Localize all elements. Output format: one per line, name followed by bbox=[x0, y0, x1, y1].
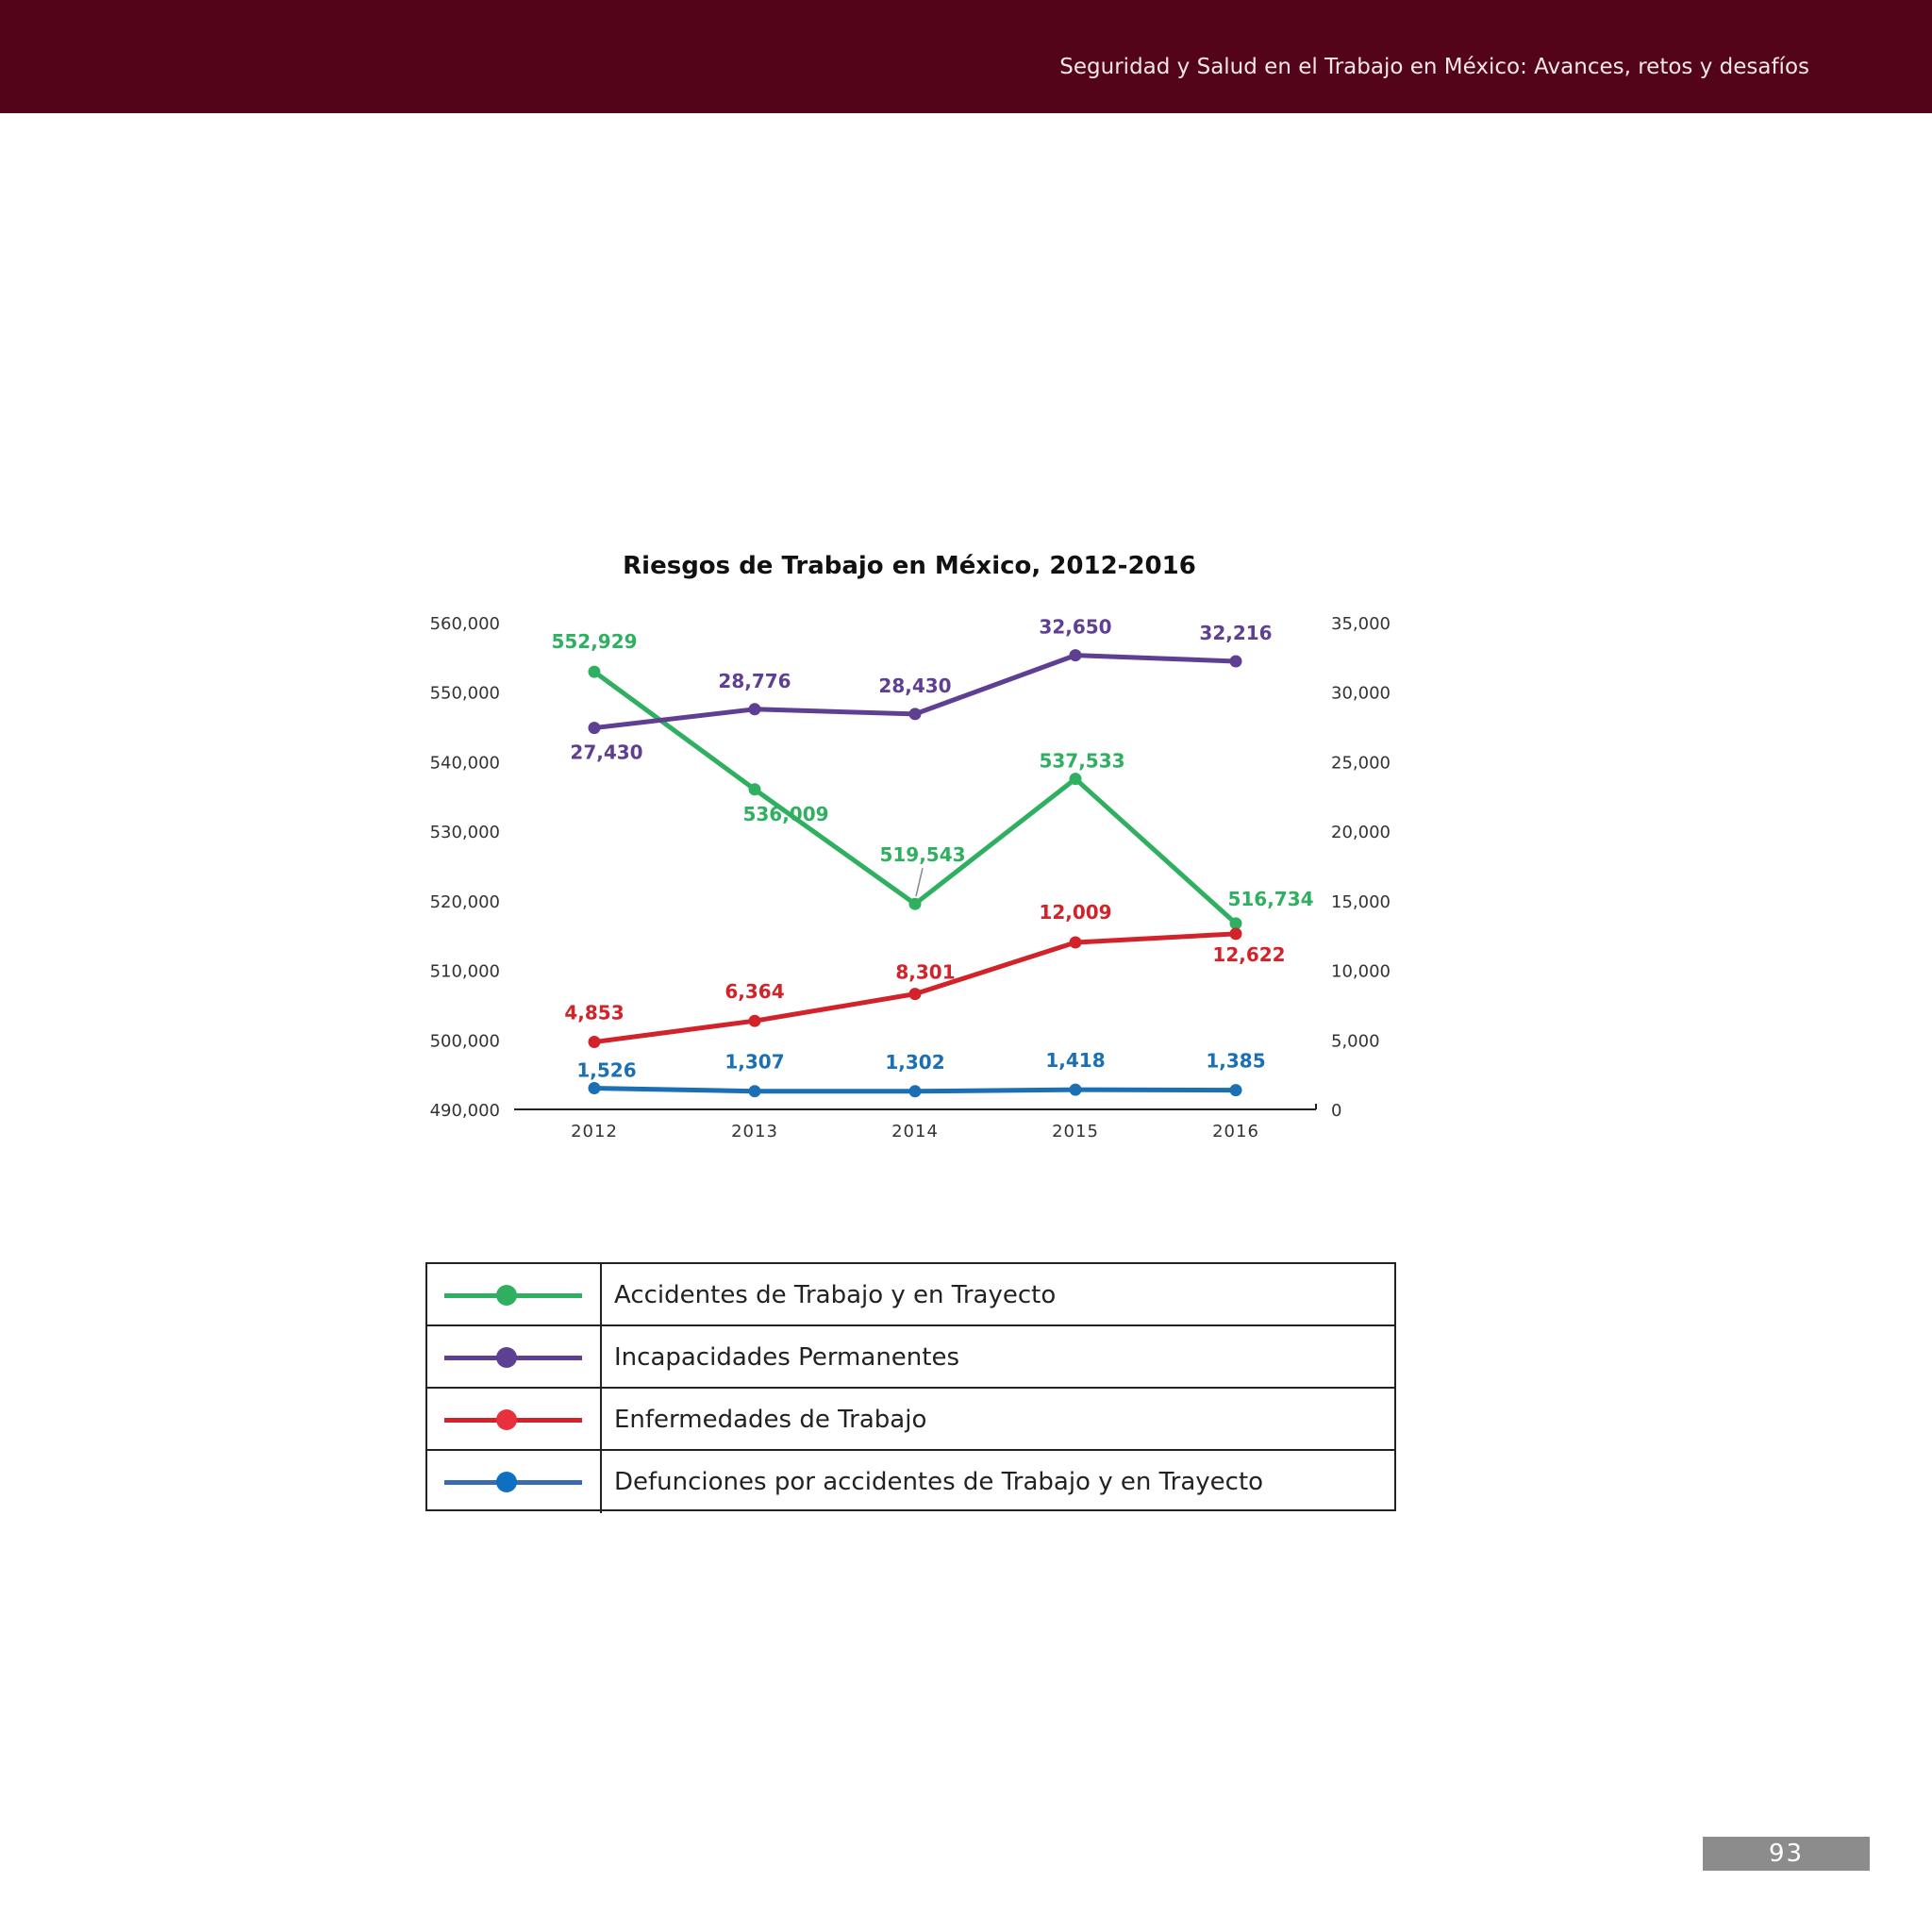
data-label: 32,650 bbox=[1039, 615, 1112, 639]
y-right-tick-label: 30,000 bbox=[1331, 683, 1391, 704]
data-label: 6,364 bbox=[724, 980, 785, 1004]
y-left-tick-label: 530,000 bbox=[429, 823, 500, 843]
data-label: 552,929 bbox=[551, 630, 638, 654]
legend-row bbox=[427, 1264, 1394, 1326]
legend-swatch bbox=[427, 1389, 602, 1449]
data-point bbox=[909, 988, 922, 1000]
data-point bbox=[1070, 649, 1082, 661]
x-tick-label: 2012 bbox=[571, 1122, 618, 1141]
legend-label: Accidentes de Trabajo y en Trayecto bbox=[614, 1281, 1057, 1309]
data-label: 1,418 bbox=[1045, 1049, 1106, 1073]
x-tick-label: 2013 bbox=[731, 1122, 778, 1141]
legend-dot-icon bbox=[496, 1347, 517, 1368]
legend-row bbox=[427, 1451, 1394, 1513]
data-label: 516,734 bbox=[1227, 887, 1314, 910]
legend-swatch bbox=[427, 1326, 602, 1387]
legend-table bbox=[425, 1262, 1396, 1511]
data-point bbox=[1230, 1084, 1242, 1096]
data-label: 12,622 bbox=[1212, 942, 1286, 966]
data-point bbox=[1230, 656, 1242, 668]
data-point bbox=[589, 666, 601, 678]
y-right-tick-label: 15,000 bbox=[1331, 891, 1391, 912]
legend-swatch bbox=[427, 1451, 602, 1513]
data-point bbox=[909, 1085, 922, 1097]
y-left-tick-label: 490,000 bbox=[429, 1101, 500, 1121]
data-point bbox=[1070, 1084, 1082, 1096]
data-point bbox=[909, 898, 922, 910]
chart-title: Riesgos de Trabajo en México, 2012-2016 bbox=[623, 552, 1196, 580]
legend-row bbox=[427, 1326, 1394, 1389]
x-tick-label: 2015 bbox=[1052, 1122, 1099, 1141]
data-label: 12,009 bbox=[1039, 900, 1112, 924]
y-right-tick-label: 25,000 bbox=[1331, 753, 1391, 774]
data-point bbox=[589, 1082, 601, 1094]
x-tick-label: 2016 bbox=[1212, 1122, 1259, 1141]
legend-row bbox=[427, 1389, 1394, 1451]
data-point bbox=[749, 703, 761, 715]
data-point bbox=[749, 783, 761, 795]
y-left-tick-label: 560,000 bbox=[429, 614, 500, 634]
data-label: 1,385 bbox=[1206, 1049, 1266, 1073]
y-left-tick-label: 500,000 bbox=[429, 1031, 500, 1052]
legend-dot-icon bbox=[496, 1472, 517, 1492]
y-left-tick-label: 510,000 bbox=[429, 961, 500, 982]
legend-swatch bbox=[427, 1264, 602, 1324]
legend-dot-icon bbox=[496, 1409, 517, 1430]
x-tick-label: 2014 bbox=[891, 1122, 939, 1141]
data-point bbox=[749, 1015, 761, 1027]
y-right-tick-label: 5,000 bbox=[1331, 1031, 1380, 1052]
data-point bbox=[589, 1036, 601, 1048]
data-label: 28,776 bbox=[718, 669, 791, 692]
label-leader-line bbox=[916, 868, 923, 896]
y-right-tick-label: 0 bbox=[1331, 1101, 1342, 1121]
data-point bbox=[1070, 773, 1082, 785]
data-label: 1,302 bbox=[885, 1050, 945, 1074]
data-label: 32,216 bbox=[1199, 622, 1273, 645]
data-point bbox=[749, 1085, 761, 1097]
y-right-tick-label: 10,000 bbox=[1331, 961, 1391, 982]
data-label: 536,009 bbox=[742, 802, 829, 825]
data-label: 27,430 bbox=[570, 741, 643, 764]
y-right-tick-label: 35,000 bbox=[1331, 614, 1391, 634]
data-label: 1,307 bbox=[724, 1050, 785, 1074]
data-label: 4,853 bbox=[564, 1001, 625, 1024]
y-right-tick-label: 20,000 bbox=[1331, 823, 1391, 843]
y-left-tick-label: 550,000 bbox=[429, 683, 500, 704]
legend-dot-icon bbox=[496, 1285, 517, 1306]
page-number: 93 bbox=[1703, 1837, 1870, 1871]
y-left-tick-label: 540,000 bbox=[429, 753, 500, 774]
data-point bbox=[1230, 927, 1242, 940]
data-point bbox=[589, 722, 601, 734]
data-label: 8,301 bbox=[895, 960, 956, 984]
data-point bbox=[1070, 937, 1082, 949]
data-label: 519,543 bbox=[879, 843, 966, 867]
header-title: Seguridad y Salud en el Trabajo en México: Avances, retos y desafíos bbox=[1059, 55, 1809, 79]
legend-label: Defunciones por accidentes de Trabajo y en Trayecto bbox=[614, 1468, 1264, 1496]
y-left-tick-label: 520,000 bbox=[429, 891, 500, 912]
data-label: 28,430 bbox=[878, 674, 952, 697]
data-label: 537,533 bbox=[1039, 749, 1125, 773]
data-label: 1,526 bbox=[576, 1058, 637, 1082]
legend-label: Incapacidades Permanentes bbox=[614, 1343, 960, 1372]
data-point bbox=[909, 708, 922, 720]
legend-label: Enfermedades de Trabajo bbox=[614, 1406, 927, 1434]
